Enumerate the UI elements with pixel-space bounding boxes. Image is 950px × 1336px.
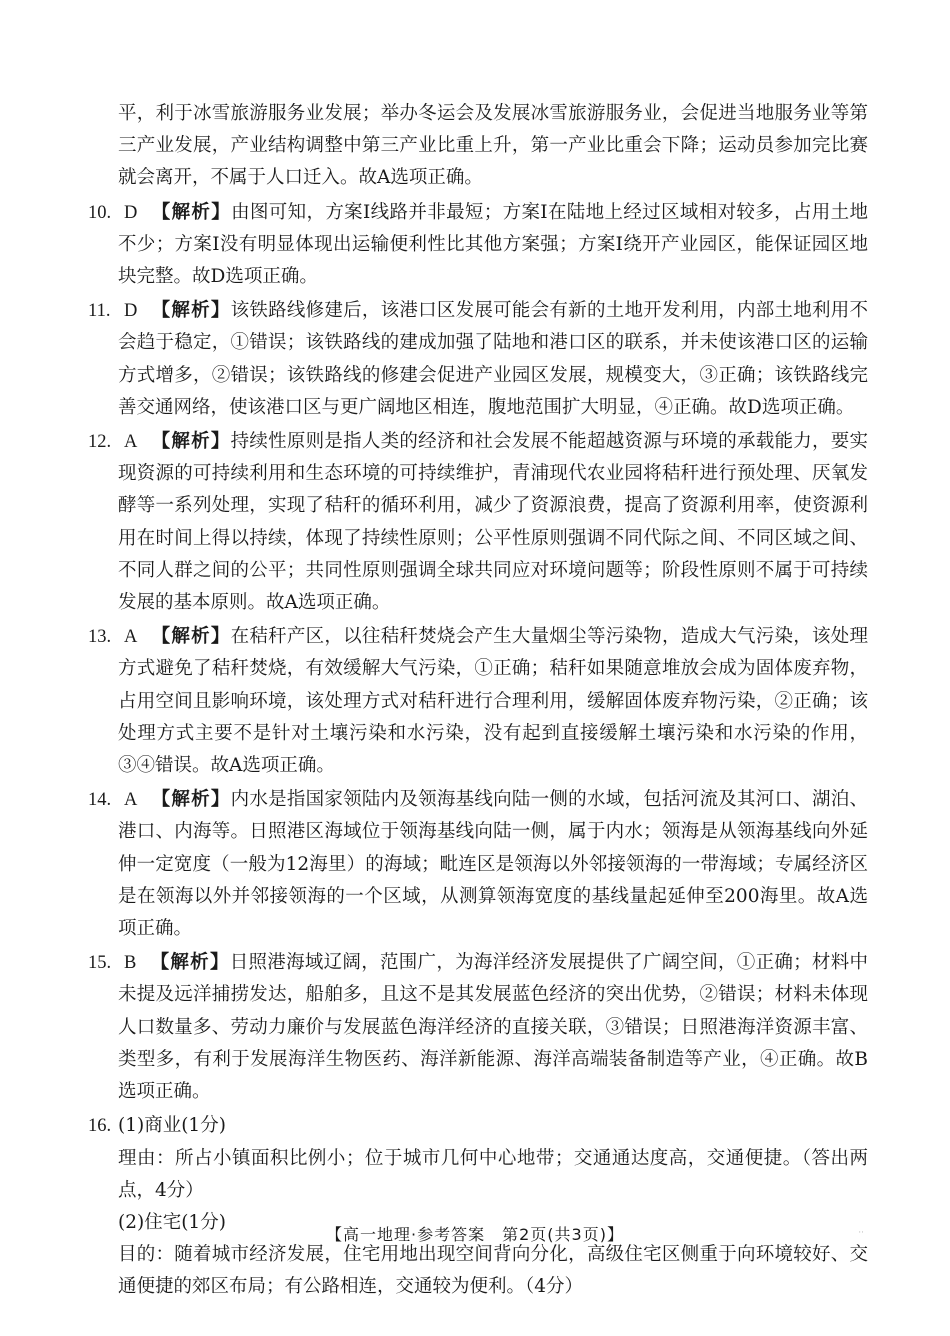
q16-part2-purpose: 目的：随着城市经济发展，住宅用地出现空间背向分化，高级住宅区侧重于向环境较好、交通便捷的郊区布局；有公路相连，交通较为便利。（4分） bbox=[118, 1244, 868, 1298]
analysis-tag: 【解析】 bbox=[151, 431, 231, 453]
item-number: 12. bbox=[88, 432, 112, 453]
continued-paragraph: 平，利于冰雪旅游服务业发展；举办冬运会及发展冰雪旅游服务业，会促进当地服务业等第三产业发展，产业结构调整中第三产业比重上升，第一产业比重会下降；运动员参加完比赛就会离开，不属于人口迁入。故A选项正确。 bbox=[118, 103, 868, 189]
item-number: 16. bbox=[88, 1116, 112, 1137]
analysis-tag: 【解析】 bbox=[150, 952, 230, 974]
item-number: 13. bbox=[88, 627, 112, 648]
analysis-tag: 【解析】 bbox=[151, 300, 231, 322]
analysis-tag: 【解析】 bbox=[151, 201, 232, 223]
answer-item-16 bbox=[88, 1110, 868, 1142]
analysis-tag: 【解析】 bbox=[151, 789, 231, 811]
item-explanation: 在秸秆产区，以往秸秆焚烧会产生大量烟尘等污染物，造成大气污染，该处理方式避免了秸秆焚烧，有效缓解大气污染，①正确；秸秆如果随意堆放会成为固体废弃物，占用空间且影响环境，该处理方式对秸秆进行合理利用，缓解固体废弃物污染，②正确；该处理方式主要不是针对土壤污染和水污染，没有起到直接缓解土壤污染和水污染的作用，③④错误。故A选项正确。 bbox=[118, 626, 868, 777]
item-explanation: 持续性原则是指人类的经济和社会发展不能超越资源与环境的承载能力，要实现资源的可持续利用和生态环境的可持续维护，青浦现代农业园将秸秆进行预处理、厌氧发酵等一系列处理，实现了秸秆的循环利用，减少了资源浪费，提高了资源利用率，使资源利用在时间上得以持续，体现了持续性原则；公平性原则强调不同代际之间、不同区域之间、不同人群之间的公平；共同性原则强调全球共同应对环境问题等；阶段性原则不属于可持续发展的基本原则。故A选项正确。 bbox=[118, 431, 868, 614]
item-number: 15. bbox=[88, 953, 112, 974]
item-answer: D bbox=[124, 202, 138, 223]
answer-item-13 bbox=[88, 621, 868, 782]
item-answer: A bbox=[124, 432, 138, 453]
item-answer: B bbox=[124, 953, 137, 974]
item-answer: A bbox=[124, 790, 138, 811]
item-number: 11. bbox=[88, 301, 111, 322]
item-number: 14. bbox=[88, 790, 112, 811]
item-explanation: 该铁路线修建后，该港口区发展可能会有新的土地开发利用，内部土地利用不会趋于稳定，①错误；该铁路线的建成加强了陆地和港口区的联系，并未使该港口区的运输方式增多，②错误；该铁路线的修建会促进产业园区发展，规模变大，③正确；该铁路线完善交通网络，使该港口区与更广阔地区相连，腹地范围扩大明显，④正确。故D选项正确。 bbox=[118, 300, 868, 418]
answer-item-14 bbox=[88, 784, 868, 945]
item-explanation: 由图可知，方案Ⅰ线路并非最短；方案Ⅰ在陆地上经过区域相对较多，占用土地不少；方案Ⅰ没有明显体现出运输便利性比其他方案强；方案Ⅰ绕开产业园区，能保证园区地块完整。故D选项正确。 bbox=[118, 201, 868, 288]
answer-item-12 bbox=[88, 426, 868, 619]
q16-part2-label: (2)住宅(1分) bbox=[118, 1211, 226, 1233]
item-number: 10. bbox=[88, 202, 112, 223]
answer-item-15 bbox=[88, 947, 868, 1108]
item-explanation: 日照港海域辽阔，范围广，为海洋经济发展提供了广阔空间，①正确；材料中未提及远洋捕捞发达，船舶多，且这不是其发展蓝色经济的突出优势，②错误；材料未体现人口数量多、劳动力廉价与发展蓝色海洋经济的直接关联，③错误；日照港海洋资源丰富、类型多，有利于发展海洋生物医药、海洋新能源、海洋高端装备制造等产业，④正确。故B选项正确。 bbox=[118, 952, 868, 1103]
item-explanation: 内水是指国家领陆内及领海基线向陆一侧的水域，包括河流及其河口、湖泊、港口、内海等。日照港区海域位于领海基线向陆一侧，属于内水；领海是从领海基线向外延伸一定宽度（一般为12海里）的海域；毗连区是领海以外邻接领海的一带海域；专属经济区是在领海以外并邻接领海的一个区域，从测算领海宽度的基线量起延伸至200海里。故A选项正确。 bbox=[118, 789, 868, 940]
answer-item-11 bbox=[88, 295, 868, 424]
item-answer: A bbox=[124, 627, 138, 648]
answer-content bbox=[88, 98, 868, 1304]
item-answer: D bbox=[124, 301, 138, 322]
analysis-tag: 【解析】 bbox=[151, 626, 231, 648]
page-footer: 【高一地理·参考答案 第2页(共3页)】 bbox=[326, 1225, 624, 1244]
answer-item-10 bbox=[88, 197, 868, 294]
q16-part1-label: (1)商业(1分) bbox=[118, 1115, 226, 1137]
q16-part1-reason: 理由：所占小镇面积比例小；位于城市几何中心地带；交通通达度高，交通便捷。（答出两点，4分） bbox=[118, 1147, 868, 1201]
corner-mark: ·· bbox=[858, 1228, 864, 1238]
